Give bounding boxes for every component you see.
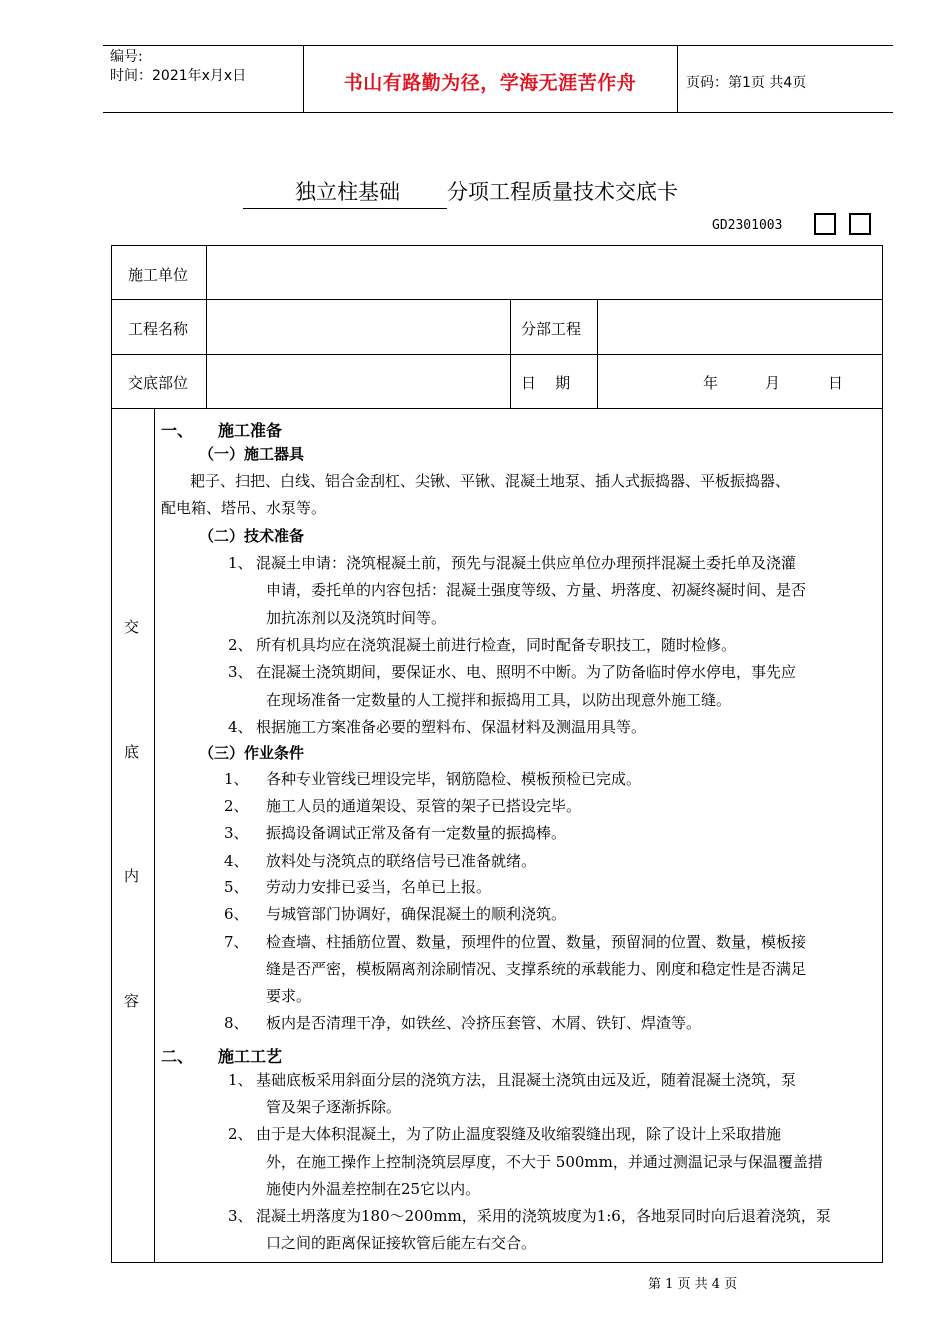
checkbox[interactable] (849, 213, 871, 235)
paragraph-line: 耙子、扫把、白线、铝合金刮杠、尖锹、平锹、混凝土地泵、插人式振捣器、平板振捣器、 (190, 472, 791, 490)
item-line: 混凝土坍落度为180～200mm，采用的浇筑坡度为1:6，各地泵同时向后退着浇筑，泵 (256, 1207, 831, 1225)
item-line: 要求。 (266, 987, 312, 1005)
checkbox[interactable] (814, 213, 836, 235)
date-day: 日 (828, 374, 844, 392)
item-line: 施工人员的通道架设、泵管的架子已搭设完毕。 (266, 797, 582, 815)
side-char: 内 (124, 867, 140, 885)
item-line: 加抗冻剂以及浇筑时间等。 (266, 609, 447, 627)
row-divider (111, 408, 883, 409)
subsection-title: （二）技术准备 (199, 527, 305, 545)
item-number: 7、 (224, 933, 249, 951)
item-line: 板内是否清理干净，如铁丝、冷挤压套管、木屑、铁钉、焊渣等。 (266, 1014, 702, 1032)
item-line: 与城管部门协调好，确保混凝土的顺利浇筑。 (266, 905, 567, 923)
item-number: 1、 (228, 554, 253, 572)
item-line: 基础底板采用斜面分层的浇筑方法，且混凝土浇筑由远及近，随着混凝土浇筑，泵 (256, 1071, 797, 1089)
title-project: 独立柱基础 (243, 176, 447, 209)
date-month: 月 (765, 374, 781, 392)
header-top-rule (103, 45, 893, 46)
item-line: 振捣设备调试正常及备有一定数量的振捣棒。 (266, 824, 567, 842)
section-number: 一、 (161, 421, 194, 440)
item-line: 劳动力安排已妥当，名单已上报。 (266, 878, 492, 896)
item-number: 6、 (224, 905, 249, 923)
header-bottom-rule (103, 112, 893, 113)
item-number: 3、 (228, 663, 253, 681)
item-line: 申请，委托单的内容包括：混凝土强度等级、方量、坍落度、初凝终凝时间、是否 (266, 581, 807, 599)
date-year: 年 (703, 374, 719, 392)
item-number: 4、 (224, 852, 249, 870)
section-title: 施工工艺 (218, 1047, 283, 1066)
item-number: 1、 (228, 1071, 253, 1089)
paragraph-line: 配电箱、塔吊、水泵等。 (161, 499, 327, 517)
section-title: 施工准备 (218, 421, 283, 440)
project-name-label: 工程名称 (128, 320, 189, 338)
side-char: 容 (124, 992, 140, 1010)
side-char: 交 (124, 618, 140, 636)
header-divider (677, 45, 678, 113)
item-number: 2、 (224, 797, 249, 815)
item-number: 2、 (228, 636, 253, 654)
item-number: 4、 (228, 718, 253, 736)
time-label: 时间：2021年x月x日 (110, 68, 247, 84)
col-divider (206, 245, 207, 408)
header-meta (110, 48, 246, 86)
item-number: 5、 (224, 878, 249, 896)
item-line: 根据施工方案准备必要的塑料布、保温材料及测温用具等。 (256, 718, 647, 736)
number-label: 编号: (110, 49, 143, 65)
construction-unit-label: 施工单位 (128, 266, 189, 284)
col-divider (597, 299, 598, 408)
item-number: 2、 (228, 1125, 253, 1143)
item-number: 8、 (224, 1014, 249, 1032)
side-char: 底 (124, 743, 140, 761)
subsection-title: （三）作业条件 (199, 744, 305, 762)
item-line: 检查墙、柱插筋位置、数量，预埋件的位置、数量，预留洞的位置、数量，模板接 (266, 933, 807, 951)
section-number: 二、 (161, 1047, 194, 1066)
col-divider (154, 408, 155, 1263)
header-page-info: 页码：第1页 共4页 (686, 75, 807, 91)
sub-project-label: 分部工程 (521, 320, 582, 338)
item-line: 所有机具均应在浇筑混凝土前进行检查，同时配备专职技工，随时检修。 (256, 636, 737, 654)
document-title (243, 176, 678, 209)
item-line: 由于是大体积混凝土，为了防止温度裂缝及收缩裂缝出现，除了设计上采取措施 (256, 1125, 782, 1143)
col-divider (510, 299, 511, 408)
date-label: 日 期 (521, 374, 571, 392)
page-footer: 第 1 页 共 4 页 (648, 1277, 738, 1292)
item-number: 3、 (228, 1207, 253, 1225)
row-divider (111, 354, 883, 355)
document-code: GD2301003 (712, 218, 783, 233)
header-motto: 书山有路勤为径，学海无涯苦作舟 (343, 72, 637, 94)
item-line: 混凝土申请：浇筑棍凝土前，预先与混凝土供应单位办理预拌混凝土委托单及浇灌 (256, 554, 797, 572)
item-line: 施使内外温差控制在25它以内。 (266, 1180, 481, 1198)
row-divider (111, 299, 883, 300)
subsection-title: （一）施工器具 (199, 445, 305, 463)
item-line: 外，在施工操作上控制浇筑层厚度，不大于 500mm，并通过测温记录与保温覆盖措 (266, 1153, 823, 1171)
item-line: 各种专业管线已埋设完毕，钢筋隐检、模板预检已完成。 (266, 770, 642, 788)
item-line: 放料处与浇筑点的联络信号已准备就绪。 (266, 852, 537, 870)
item-number: 1、 (224, 770, 249, 788)
item-line: 缝是否严密，模板隔离剂涂刷情况、支撑系统的承载能力、刚度和稳定性是否满足 (266, 960, 807, 978)
title-name: 分项工程质量技术交底卡 (447, 180, 678, 204)
item-line: 在现场准备一定数量的人工搅拌和振捣用工具，以防出现意外施工缝。 (266, 691, 732, 709)
item-line: 口之间的距离保证接软管后能左右交合。 (266, 1234, 537, 1252)
item-line: 在混凝土浇筑期间，要保证水、电、照明不中断。为了防备临时停水停电，事先应 (256, 663, 797, 681)
item-number: 3、 (224, 824, 249, 842)
item-line: 管及架子逐渐拆除。 (266, 1098, 402, 1116)
location-label: 交底部位 (128, 374, 189, 392)
